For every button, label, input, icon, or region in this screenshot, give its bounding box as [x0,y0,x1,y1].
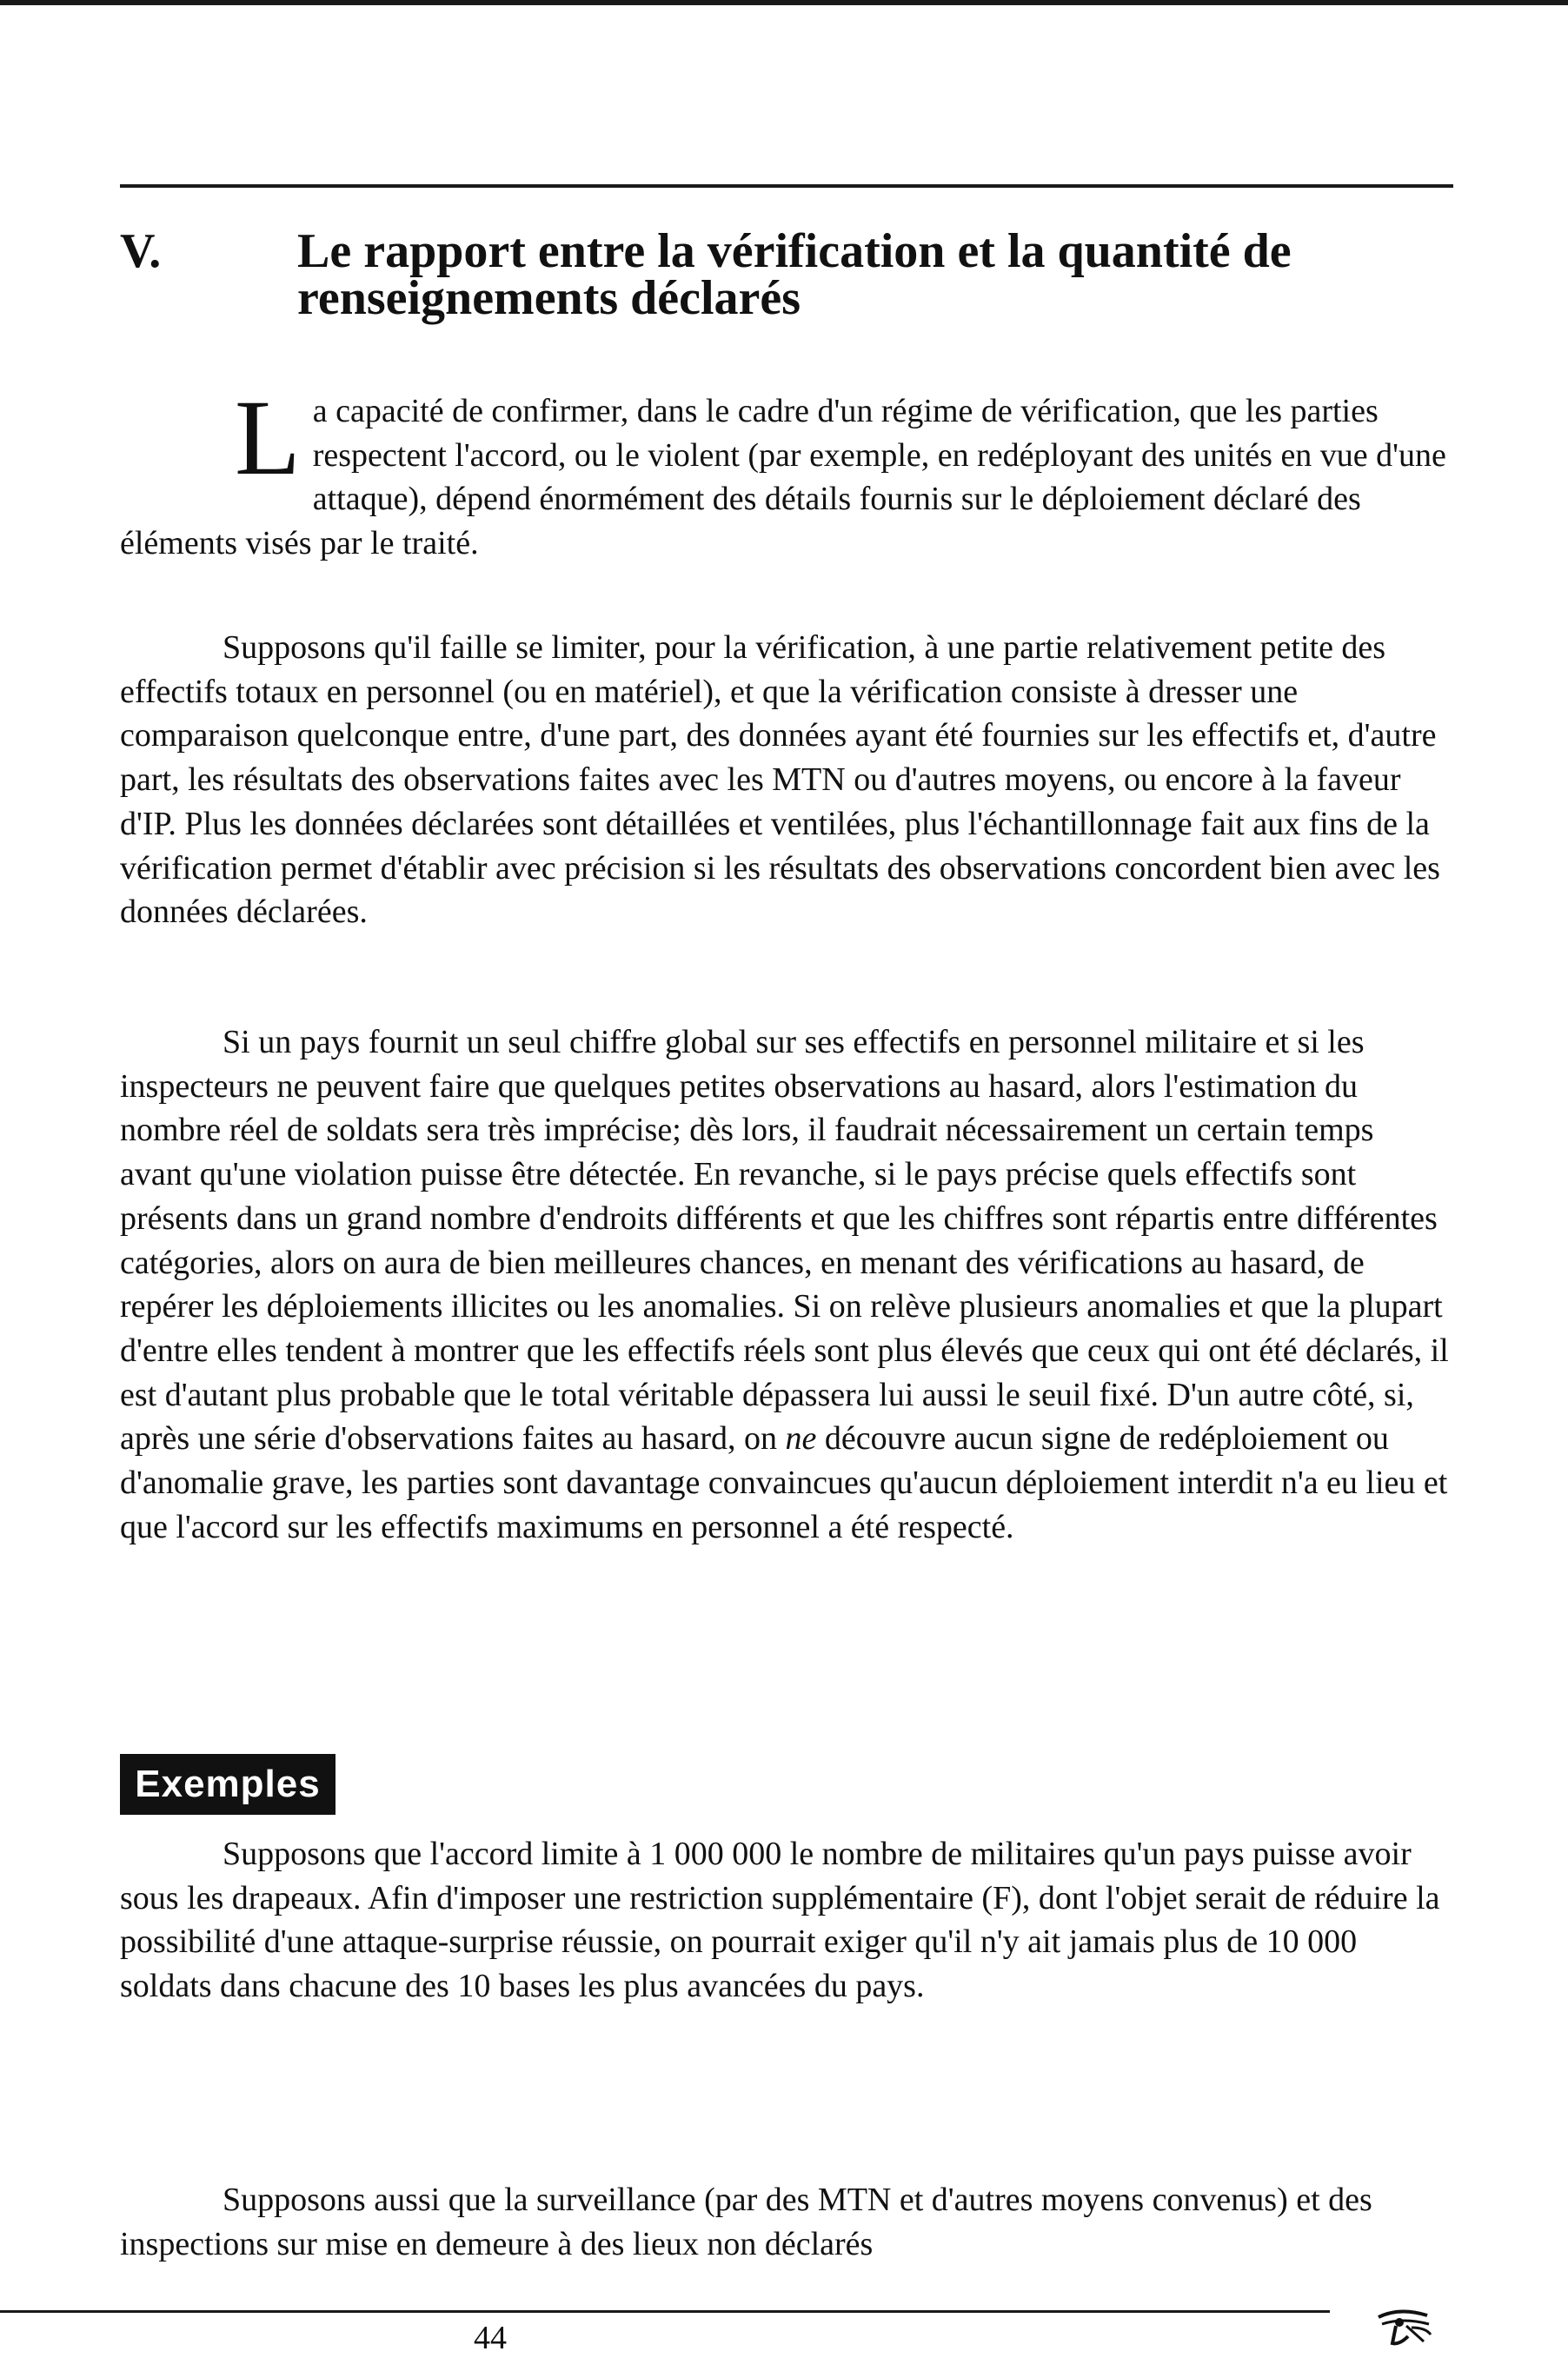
paragraph-3-text-a: Si un pays fournit un seul chiffre global sur ses effectifs en personnel militaire et si les inspecteurs ne peuvent faire que quelques petites observations au hasard, alors l'estimation du nombre réel de soldats sera très imprécise; dès lors, il faudrait nécessairement un certain temps avant qu'une violation puisse être détectée. En revanche, si le pays précise quels effectifs sont présents dans un grand nombre d'endroits différents et que les chiffres sont répartis entre différentes catégories, alors on aura de bien meilleures chances, en menant des vérifications au hasard, de repérer les déploiements illicites ou les anomalies. Si on relève plusieurs anomalies et que la plupart d'entre elles tendent à montrer que les effectifs réels sont plus élevés que ceux qui ont été déclarés, il est d'autant plus probable que le total véritable dépassera lui aussi le seuil fixé. D'un autre côté, si, après une série d'observations faites au hasard, on [120,1024,1449,1458]
paragraph-5: Supposons aussi que la surveillance (par des MTN et d'autres moyens convenus) et des inspections sur mise en demeure à des lieux non déclarés [120,2182,1372,2262]
eye-of-horus-icon [1373,2305,1434,2347]
paragraph-3-text-b: découvre aucun signe de redéploiement ou d'anomalie grave, les parties sont davantage convaincues qu'aucun déploiement interdit n'a eu lieu et que l'accord sur les effectifs maximums en personnel a été respecté. [120,1420,1448,1545]
top-rule [0,0,1568,5]
section-number: V. [120,224,162,278]
paragraph-1-text: a capacité de confirmer, dans le cadre d'un régime de vérification, que les parties respectent l'accord, ou le violent (par exemple, en redéployant des unités en vue d'une attaque), dépend énormément des détails fournis sur le déploiement déclaré des éléments visés par le traité. [120,393,1446,562]
examples-label: Exemples [120,1754,336,1815]
section-rule [120,184,1453,188]
paragraph-1 [120,378,1450,566]
paragraph-2: Supposons qu'il faille se limiter, pour la vérification, à une partie relativement petite des effectifs totaux en personnel (ou en matériel), et que la vérification consiste à dresser une comparaison quelconque entre, d'une part, des données ayant été fournies sur les effectifs et, d'autre part, les résultats des observations faites avec les MTN ou d'autres moyens, ou encore à la faveur d'IP. Plus les données déclarées sont détaillées et ventilées, plus l'échantillonnage fait aux fins de la vérification permet d'établir avec précision si les résultats des observations concordent bien avec les données déclarées. [120,629,1440,931]
paragraph-4: Supposons que l'accord limite à 1 000 000 le nombre de militaires qu'un pays puisse avoir sous les drapeaux. Afin d'imposer une restriction supplémentaire (F), dont l'objet serait de réduire la possibilité d'une attaque-surprise réussie, on pourrait exiger qu'il n'y ait jamais plus de 10 000 soldats dans chacune des 10 bases les plus avancées du pays. [120,1836,1440,2005]
paragraph-3 [120,1020,1450,1549]
paragraph-3-emphasis: ne [785,1420,817,1458]
page-number: 44 [474,2320,507,2356]
section-title: Le rapport entre la vérification et la quantité de renseignements déclarés [297,224,1292,325]
drop-cap: L [235,378,301,497]
footer-rule [0,2310,1330,2313]
